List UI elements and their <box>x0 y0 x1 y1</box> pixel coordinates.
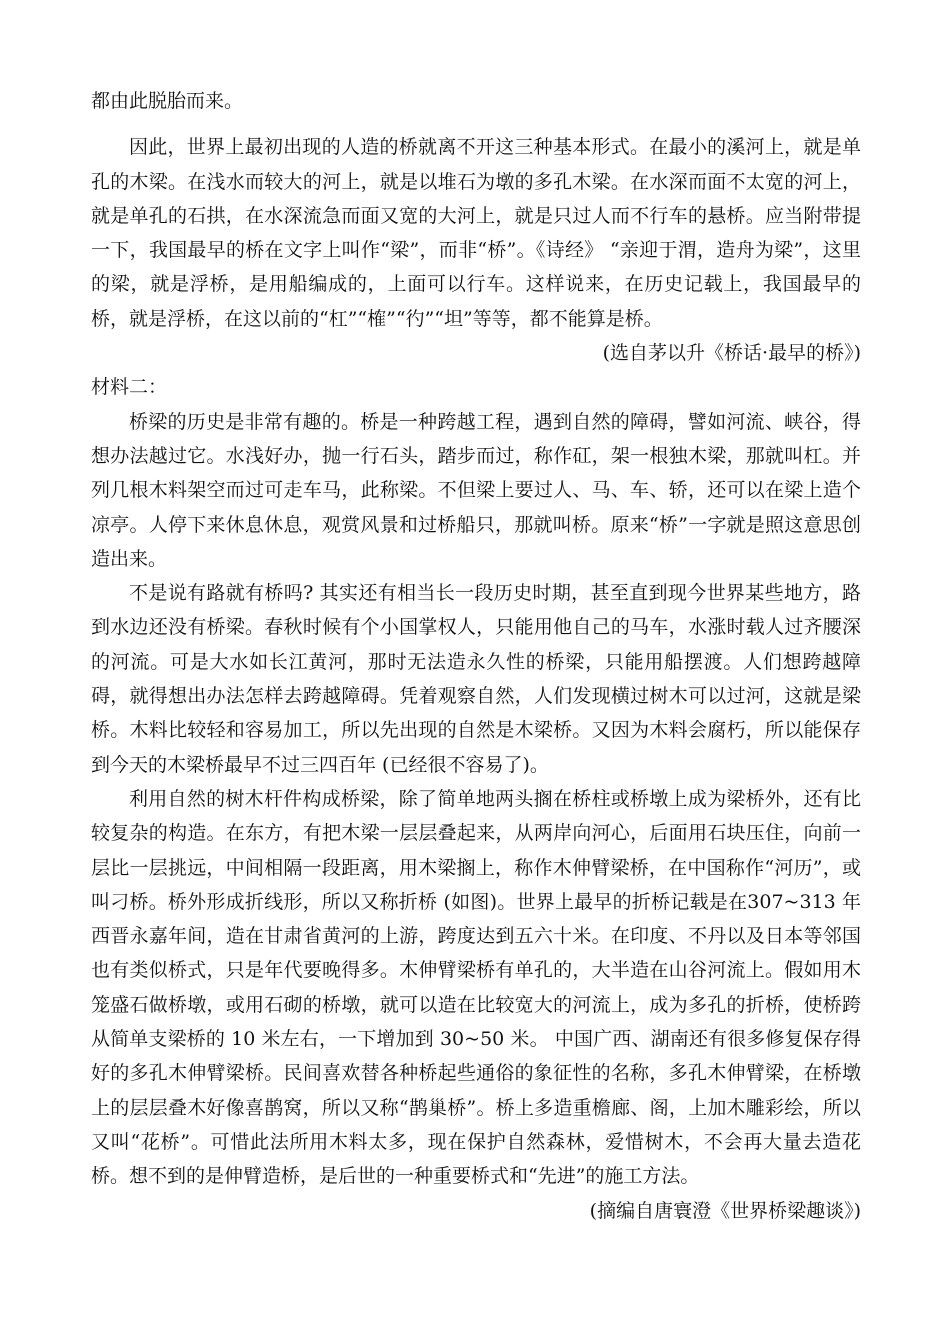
material2-source: (摘编自唐寰澄《世界桥梁趣谈》) <box>589 1199 861 1222</box>
document-page <box>91 84 861 1228</box>
material2-paragraph-1: 桥梁的历史是非常有趣的。桥是一种跨越工程，遇到自然的障碍，譬如河流、峡谷，得想办法越过它。水浅好办，抛一行石头，踏步而过，称作矼，架一根独木梁，那就叫杠。并列几根木料架空而过可走车马，此称梁。不但梁上要过人、马、车、轿，还可以在梁上造个凉亭。人停下来休息休息，观赏风景和过桥船只，那就叫桥。原来“桥”一字就是照这意思创造出来。 <box>91 410 861 570</box>
material1-source: (选自茅以升《桥话·最早的桥》) <box>602 342 861 365</box>
material2-paragraph-2: 不是说有路就有桥吗? 其实还有相当长一段历史时期，甚至直到现今世界某些地方，路到水边还没有桥梁。春秋时候有个小国掌权人，只能用他自己的马车，水涨时载人过齐腰深的河流。可是大水如长江黄河，那时无法造永久性的桥梁，只能用船摆渡。人们想跨越障碍，就得想出办法怎样去跨越障碍。凭着观察自然，人们发现横过树木可以过河，这就是梁桥。木料比较轻和容易加工，所以先出现的自然是木梁桥。又因为木料会腐朽，所以能保存到今天的木梁桥最早不过三四百年 (已经很不容易了)。 <box>91 582 861 776</box>
material1-paragraph: 因此，世界上最初出现的人造的桥就离不开这三种基本形式。在最小的溪河上，就是单孔的木梁。在浅水而较大的河上，就是以堆石为墩的多孔木梁。在水深而面不太宽的河上，就是单孔的石拱，在水深流急而面又宽的大河上，就是只过人而不行车的悬桥。应当附带提一下，我国最早的桥在文字上叫作“梁”，而非“桥”。《诗经》 “亲迎于渭，造舟为梁”，这里的梁，就是浮桥，是用船编成的，上面可以行车。这样说来，在历史记载上，我国最早的桥，就是浮桥，在这以前的“杠”“榷”“彴”“坦”等等，都不能算是桥。 <box>91 136 861 330</box>
material2-paragraph-3: 利用自然的树木杆件构成桥梁，除了简单地两头搁在桥柱或桥墩上成为梁桥外，还有比较复杂的构造。在东方，有把木梁一层层叠起来，从两岸向河心，后面用石块压住，向前一层比一层挑远，中间相隔一段距离，用木梁搁上，称作木伸臂梁桥，在中国称作“河历”，或叫刁桥。桥外形成折线形，所以又称折桥 (如图)。世界上最早的折桥记载是在307~313 年西晋永嘉年间，造在甘肃省黄河的上游，跨度达到五六十米。在印度、不丹以及日本等邻国也有类似桥式，只是年代要晚得多。木伸臂梁桥有单孔的，大半造在山谷河流上。假如用木笼盛石做桥墩，或用石砌的桥墩，就可以造在比较宽大的河流上，成为多孔的折桥，使桥跨从简单支梁桥的 10 米左右，一下增加到 30~50 米。 中国广西、湖南还有很多修复保存得好的多孔木伸臂梁桥。民间喜欢替各种桥起些通俗的象征性的名称，多孔木伸臂梁，在桥墩上的层层叠木好像喜鹊窝，所以又称“鹊巢桥”。桥上多造重檐廊、阁，上加木雕彩绘，所以又叫“花桥”。可惜此法所用木料太多，现在保护自然森林，爱惜树木，不会再大量去造花桥。想不到的是伸臂造桥，是后世的一种重要桥式和“先进”的施工方法。 <box>91 787 861 1188</box>
material2-heading: 材料二： <box>91 376 168 399</box>
material1-continuation: 都由此脱胎而来。 <box>91 90 244 112</box>
